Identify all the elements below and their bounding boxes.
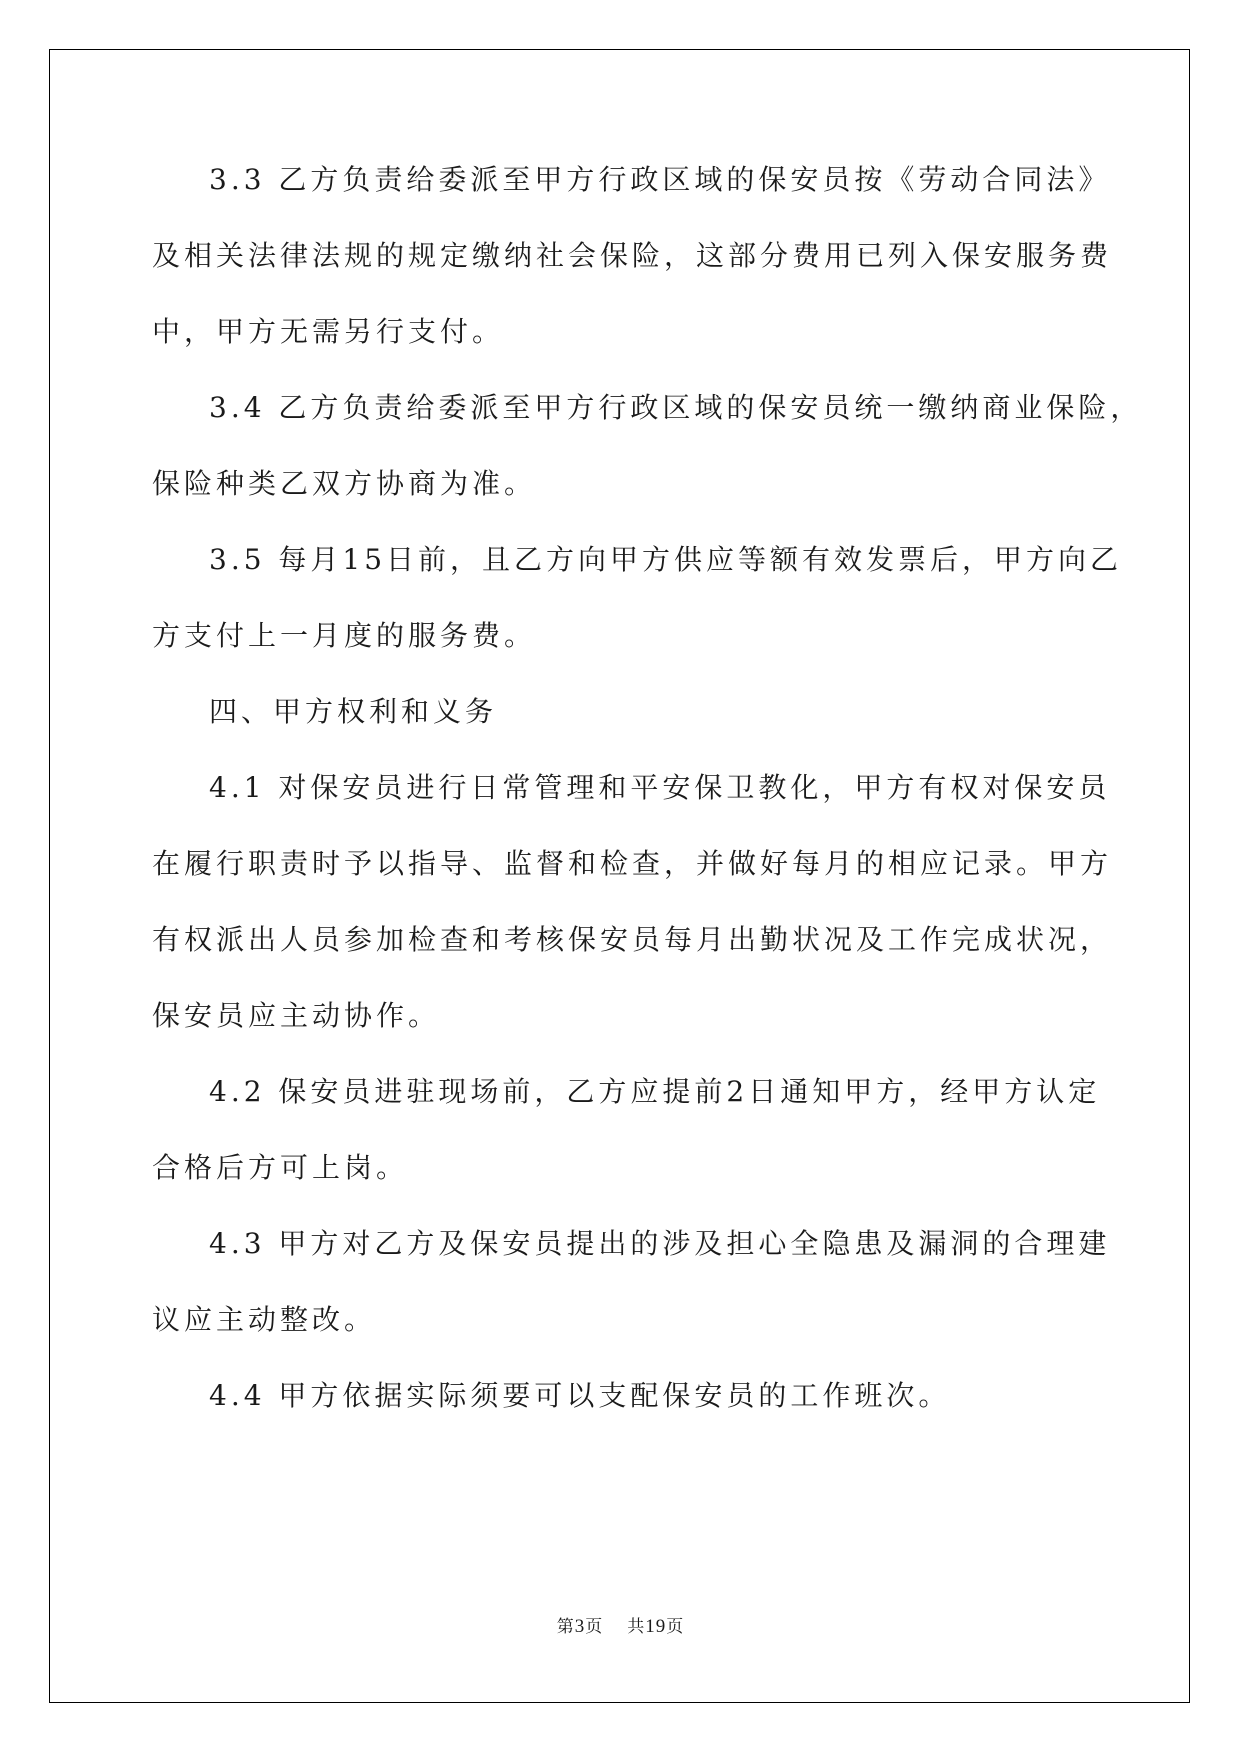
paragraph-4-3-line-2: 议应主动整改。 — [152, 1303, 377, 1336]
paragraph-3-3-line-3: 中，甲方无需另行支付。 — [152, 315, 505, 348]
paragraph-4-1-line-4: 保安员应主动协作。 — [152, 999, 441, 1032]
paragraph-3-3-line-2: 及相关法律法规的规定缴纳社会保险，这部分费用已列入保安服务费 — [152, 239, 1113, 272]
paragraph-3-3-line-1: 3.3 乙方负责给委派至甲方行政区域的保安员按《劳动合同法》 — [209, 163, 1111, 196]
paragraph-3-4-line-1: 3.4 乙方负责给委派至甲方行政区域的保安员统一缴纳商业保险， — [209, 391, 1143, 424]
paragraph-3-5-line-2: 方支付上一月度的服务费。 — [152, 619, 537, 652]
paragraph-4-1-line-1: 4.1 对保安员进行日常管理和平安保卫教化，甲方有权对保安员 — [209, 771, 1111, 804]
page-total: 19 — [645, 1616, 667, 1637]
paragraph-4-3-line-1: 4.3 甲方对乙方及保安员提出的涉及担心全隐患及漏洞的合理建 — [209, 1227, 1111, 1260]
section-heading-4: 四、甲方权利和义务 — [209, 695, 498, 728]
paragraph-4-1-line-2: 在履行职责时予以指导、监督和检查，并做好每月的相应记录。甲方 — [152, 847, 1113, 880]
paragraph-4-4-line-1: 4.4 甲方依据实际须要可以支配保安员的工作班次。 — [209, 1379, 951, 1412]
page-suffix: 页 — [585, 1617, 604, 1637]
paragraph-3-5-line-1: 3.5 每月15日前，且乙方向甲方供应等额有效发票后，甲方向乙 — [209, 543, 1123, 576]
page-current: 3 — [574, 1616, 586, 1637]
page-footer — [0, 1612, 1241, 1638]
paragraph-4-2-line-1: 4.2 保安员进驻现场前，乙方应提前2日通知甲方，经甲方认定 — [209, 1075, 1101, 1108]
paragraph-4-1-line-3: 有权派出人员参加检查和考核保安员每月出勤状况及工作完成状况， — [152, 923, 1113, 956]
total-prefix: 共 — [627, 1617, 646, 1637]
paragraph-3-4-line-2: 保险种类乙双方协商为准。 — [152, 467, 537, 500]
total-suffix: 页 — [666, 1617, 685, 1637]
paragraph-4-2-line-2: 合格后方可上岗。 — [152, 1151, 409, 1184]
page-prefix: 第 — [556, 1617, 575, 1637]
